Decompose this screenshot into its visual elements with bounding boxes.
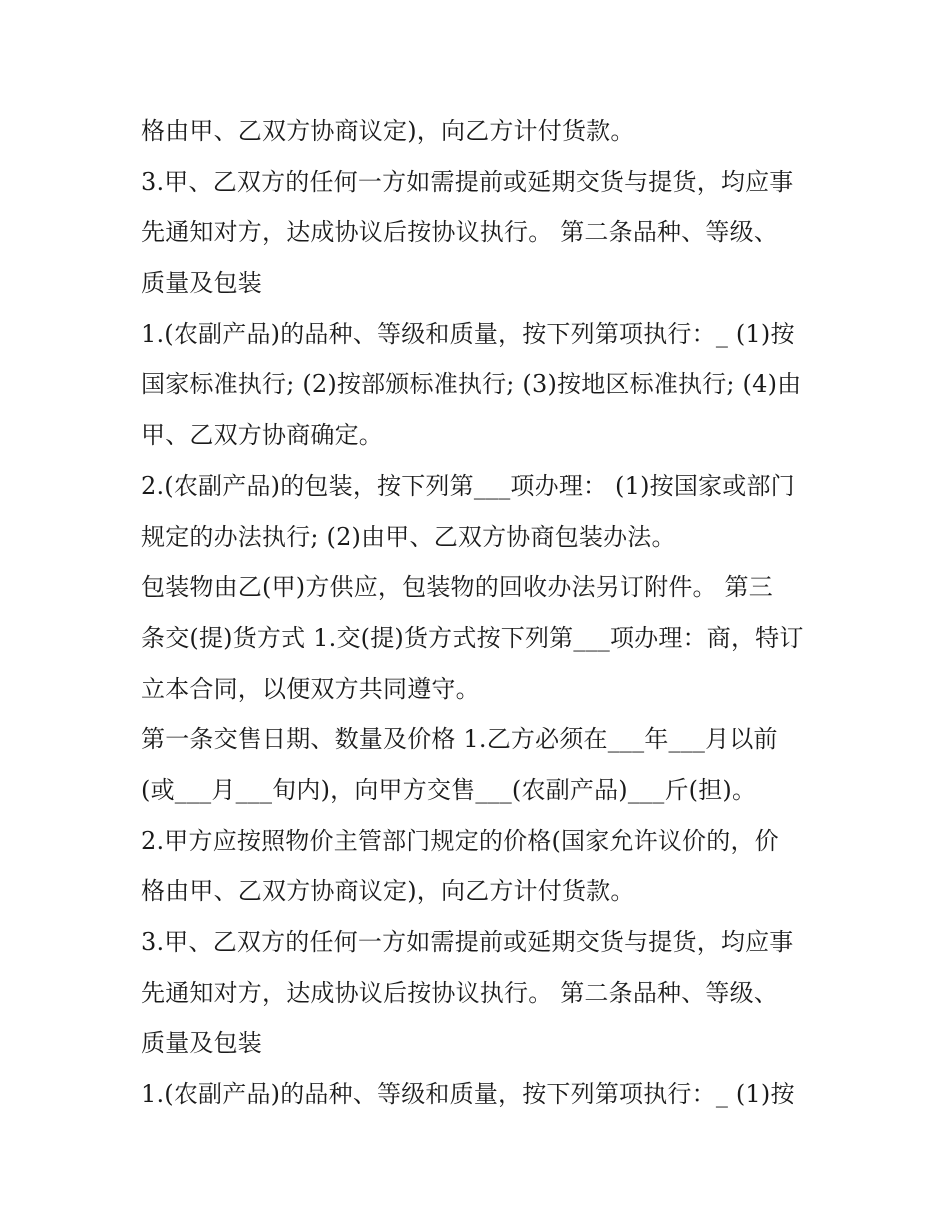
text-line: 立本合同，以便双方共同遵守。 [141, 674, 480, 703]
text-line: 国家标准执行; (2)按部颁标准执行; (3)按地区标准执行; (4)由 [141, 370, 802, 399]
text-line: 条交(提)货方式 1.交(提)货方式按下列第___项办理：商，特订 [141, 623, 804, 652]
text-line: 包装物由乙(甲)方供应，包装物的回收办法另订附件。 第三 [141, 573, 773, 602]
text-line: 先通知对方，达成协议后按协议执行。 第二条品种、等级、 [141, 218, 779, 247]
text-line: 3.甲、乙双方的任何一方如需提前或延期交货与提货，均应事 [141, 167, 794, 196]
text-line: 3.甲、乙双方的任何一方如需提前或延期交货与提货，均应事 [141, 928, 794, 956]
contract-text-body [141, 106, 821, 1120]
text-line: 1.(农副产品)的品种、等级和质量，按下列第项执行：_ (1)按 [141, 1080, 795, 1109]
text-line: 质量及包装 [141, 1029, 262, 1058]
text-line: (或___月___旬内)，向甲方交售___(农副产品)___斤(担)。 [141, 775, 757, 804]
text-line: 第一条交售日期、数量及价格 1.乙方必须在___年___月以前 [141, 725, 778, 754]
text-line: 格由甲、乙双方协商议定)，向乙方计付货款。 [141, 877, 635, 906]
text-line: 规定的办法执行; (2)由甲、乙双方协商包装办法。 [141, 522, 676, 551]
text-line: 格由甲、乙双方协商议定)，向乙方计付货款。 [141, 117, 635, 145]
text-line: 先通知对方，达成协议后按协议执行。 第二条品种、等级、 [141, 978, 779, 1007]
text-line: 2.(农副产品)的包装，按下列第___项办理： (1)按国家或部门 [141, 471, 795, 500]
text-line: 2.甲方应按照物价主管部门规定的价格(国家允许议价的，价 [141, 826, 779, 855]
text-line: 质量及包装 [141, 269, 262, 298]
text-line: 甲、乙双方协商确定。 [141, 421, 383, 450]
text-line: 1.(农副产品)的品种、等级和质量，按下列第项执行：_ (1)按 [141, 319, 795, 348]
